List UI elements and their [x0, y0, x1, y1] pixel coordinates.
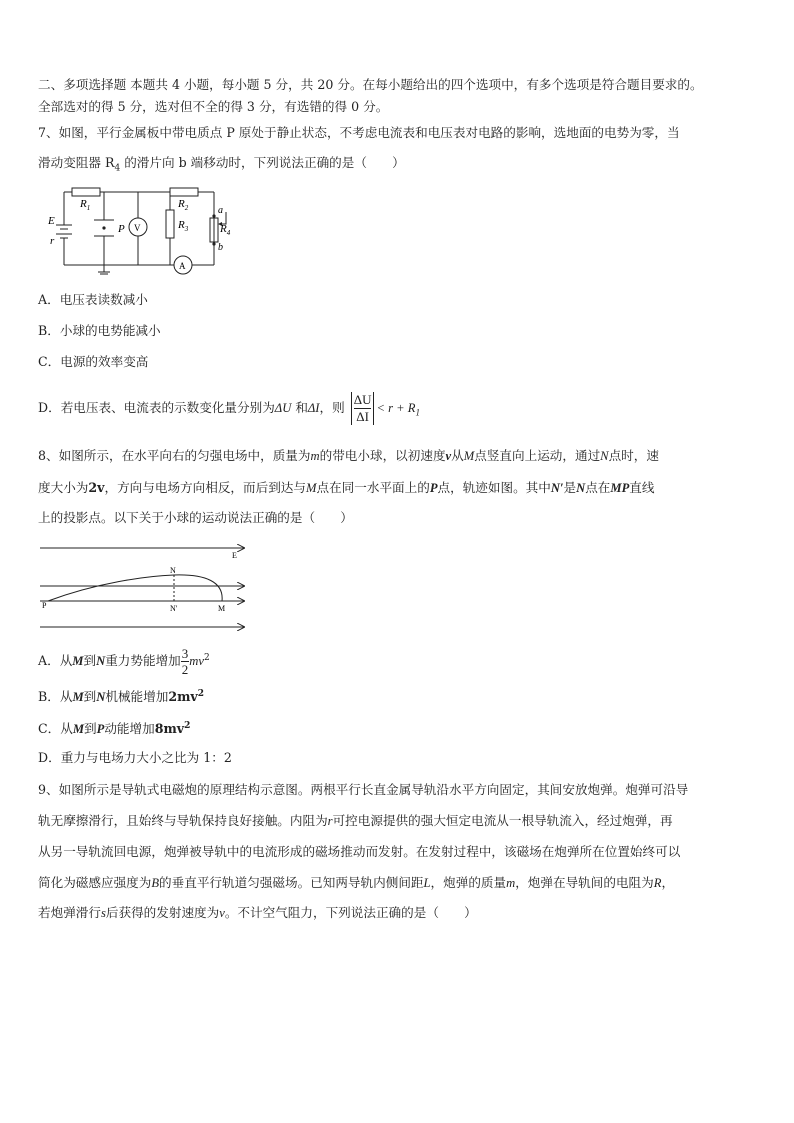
section-heading-line-2: 全部选对的得 5 分，选对但不全的得 3 分，有选错的得 0 分。 [38, 99, 389, 114]
label-e: E [48, 215, 55, 227]
label-n: N [170, 566, 176, 575]
delta-u-over-delta-i: $\frac{\Delta U}{\Delta I}$ [351, 392, 375, 425]
q8-option-c: C．从M到P动能增加$8mv^2$ [38, 721, 191, 737]
q9-stem-line-4: 简化为磁感应强度为B的垂直平行轨道匀强磁场。已知两导轨内侧间距L，炮弹的质量m，炮弹在导轨间的电阻为R， [38, 875, 675, 890]
q9-stem-line-5: 若炮弹滑行s后获得的发射速度为v。不计空气阻力，下列说法正确的是（ ） [38, 905, 477, 920]
q7-option-a: A．电压表读数减小 [38, 292, 148, 307]
label-p: P [118, 223, 125, 235]
r2-resistor [170, 188, 198, 196]
q8-option-d: D．重力与电场力大小之比为 1：2 [38, 750, 232, 765]
label-a: A [179, 261, 186, 271]
svg-text:R4: $R_4$ [220, 223, 231, 237]
q8-option-b: B．从M到N机械能增加$2mv^2$ [38, 689, 204, 705]
svg-text:R2: $R_2$ [178, 198, 189, 212]
q8-stem-line-1: 8、如图所示，在水平向右的匀强电场中，质量为m的带电小球，以初速度v从M点竖直向上运动，通过N点时，速 [38, 448, 659, 463]
label-m-point: M [218, 604, 226, 613]
q8-field-trajectory-diagram [36, 538, 251, 633]
label-b-terminal: b [218, 242, 223, 253]
svg-text:R1: $R_1$ [80, 198, 91, 212]
q7-stem-line-2: 滑动变阻器 $R_4$ 的滑片向 b 端移动时，下列说法正确的是（ ） [38, 155, 405, 174]
label-r: r [50, 235, 55, 247]
q7-option-d: D．若电压表、电流表的示数变化量分别为ΔU 和ΔI，则 $\frac{\Delta U}{\Delta I}$ < $r + R_1$ [38, 392, 420, 424]
q7-stem-line-1: 7、如图，平行金属板中带电质点 P 原处于静止状态，不考虑电流表和电压表对电路的影响，选地面的电势为零，当 [38, 125, 680, 140]
q9-stem-line-3: 从另一导轨流回电源，炮弹被导轨中的电流形成的磁场推动而发射。在发射过程中，该磁场在炮弹所在位置始终可以 [38, 844, 681, 859]
q7-option-b: B．小球的电势能减小 [38, 323, 161, 338]
three-halves-fraction: $\frac{3}{2}$ [181, 646, 189, 678]
section-heading-line-1: 二、多项选择题 本题共 4 小题，每小题 5 分，共 20 分。在每小题给出的四个选项中，有多个选项是符合题目要求的。 [38, 77, 703, 92]
trajectory-curve [48, 575, 222, 601]
q9-stem-line-1: 9、如图所示是导轨式电磁炮的原理结构示意图。两根平行长直金属导轨沿水平方向固定，其间安放炮弹。炮弹可沿导 [38, 782, 689, 797]
q8-stem-line-2: 度大小为2v，方向与电场方向相反，而后到达与M点在同一水平面上的P点，轨迹如图。其中N′是N点在MP直线 [38, 480, 655, 495]
label-field-e: E [232, 551, 237, 560]
label-v: V [134, 223, 141, 233]
label-n-prime: N′ [170, 604, 178, 613]
q8-stem-line-3: 上的投影点。以下关于小球的运动说法正确的是（ ） [38, 510, 353, 525]
q7-circuit-diagram [42, 180, 232, 275]
label-p-point: P [42, 601, 47, 610]
r1-resistor [72, 188, 100, 196]
r3-resistor [166, 210, 174, 238]
q9-stem-line-2: 轨无摩擦滑行，且始终与导轨保持良好接触。内阻为r可控电源提供的强大恒定电流从一根导轨流入，经过炮弹，再 [38, 813, 673, 828]
q8-option-a: A．从M到N重力势能增加 $\frac{3}{2}$ $mv^2$ [38, 646, 210, 678]
label-a-terminal: a [218, 205, 223, 216]
svg-text:R3: $R_3$ [178, 219, 189, 233]
q7-option-c: C．电源的效率变高 [38, 354, 149, 369]
